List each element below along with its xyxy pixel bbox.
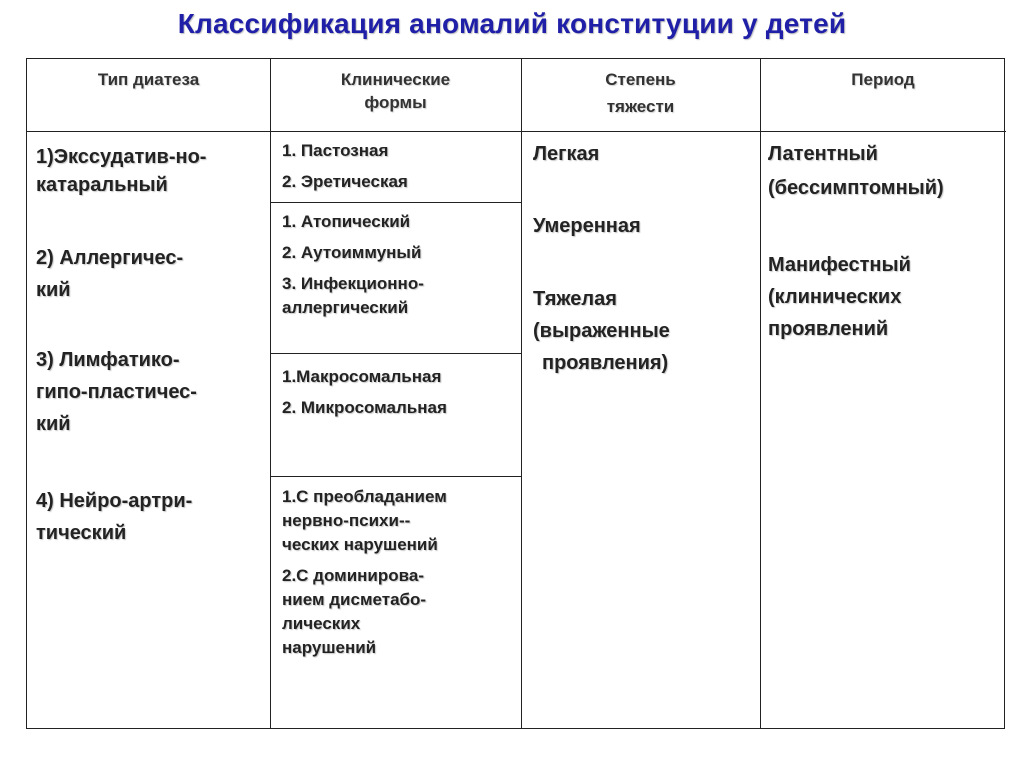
period-manifest [768, 251, 911, 343]
header-severity-line2: тяжести [606, 97, 675, 116]
severity-severe-line2: (выраженные [533, 320, 670, 342]
diathesis-type-3-line1: 3) Лимфатико- [36, 349, 180, 371]
clinical-form-item: 1.С преобладанием [282, 487, 447, 506]
clinical-form-item: аллергический [282, 298, 409, 317]
clinical-form-item: ческих нарушений [282, 535, 438, 554]
severity-mild: Легкая [533, 143, 600, 165]
clinical-form-item: нарушений [282, 638, 377, 657]
header-period-label: Период [851, 70, 915, 89]
header-severity-line1: Степень [605, 70, 676, 89]
period-manifest-line2: (клинических [768, 286, 902, 308]
period-latent [768, 140, 944, 202]
diathesis-type-3-line3: кий [36, 413, 71, 435]
row-divider [270, 202, 521, 203]
header-period [760, 59, 1006, 131]
clinical-form-item: 2. Эретическая [282, 172, 408, 191]
header-divider [27, 131, 1006, 132]
severity-severe [533, 285, 670, 377]
clinical-forms-group-3 [282, 365, 447, 420]
row-divider [270, 476, 521, 477]
diathesis-type-2-line2: кий [36, 279, 71, 301]
diathesis-type-3 [36, 346, 197, 438]
clinical-form-item: 3. Инфекционно- [282, 274, 424, 293]
severity-moderate: Умеренная [533, 215, 641, 237]
clinical-forms-group-1 [282, 139, 408, 194]
period-latent-line1: Латентный [768, 143, 878, 165]
period-latent-line2: (бессимптомный) [768, 177, 944, 199]
clinical-form-item: лических [282, 614, 361, 633]
diathesis-type-1-line2: катаральный [36, 174, 168, 196]
clinical-form-item: нервно-психи-- [282, 511, 411, 530]
clinical-form-item: 1.Макросомальная [282, 367, 442, 386]
header-type [27, 59, 270, 131]
clinical-form-item: 2. Аутоиммуный [282, 243, 422, 262]
header-severity [521, 59, 760, 131]
diathesis-type-4-line1: 4) Нейро-артри- [36, 490, 193, 512]
clinical-forms-group-2 [282, 210, 424, 320]
column-divider [521, 59, 522, 728]
severity-severe-line1: Тяжелая [533, 288, 617, 310]
period-manifest-line3: проявлений [768, 318, 889, 340]
clinical-forms-group-4 [282, 485, 447, 660]
clinical-form-item: 2. Микросомальная [282, 398, 447, 417]
diathesis-type-1 [36, 143, 206, 199]
period-manifest-line1: Манифестный [768, 254, 911, 276]
header-forms-line2: формы [364, 93, 427, 112]
diathesis-type-2-line1: 2) Аллергичес- [36, 247, 184, 269]
slide-title: Классификация аномалий конституции у детей [177, 8, 847, 39]
diathesis-type-2 [36, 244, 183, 304]
header-clinical-forms [270, 59, 521, 131]
column-divider [270, 59, 271, 728]
clinical-form-item: 2.С доминирова- [282, 566, 424, 585]
clinical-form-item: 1. Пастозная [282, 141, 389, 160]
clinical-form-item: 1. Атопический [282, 212, 411, 231]
header-forms-line1: Клинические [340, 70, 451, 89]
classification-table [26, 58, 1005, 729]
clinical-form-item: нием дисметабо- [282, 590, 427, 609]
diathesis-type-1-line1: 1)Экссудатив-но- [36, 146, 207, 168]
severity-severe-line3: проявления) [542, 352, 669, 374]
diathesis-type-3-line2: гипо-пластичес- [36, 381, 197, 403]
diathesis-type-4-line2: тический [36, 522, 127, 544]
header-type-label: Тип диатеза [97, 70, 200, 89]
row-divider [270, 353, 521, 354]
column-divider [760, 59, 761, 728]
diathesis-type-4 [36, 487, 192, 547]
